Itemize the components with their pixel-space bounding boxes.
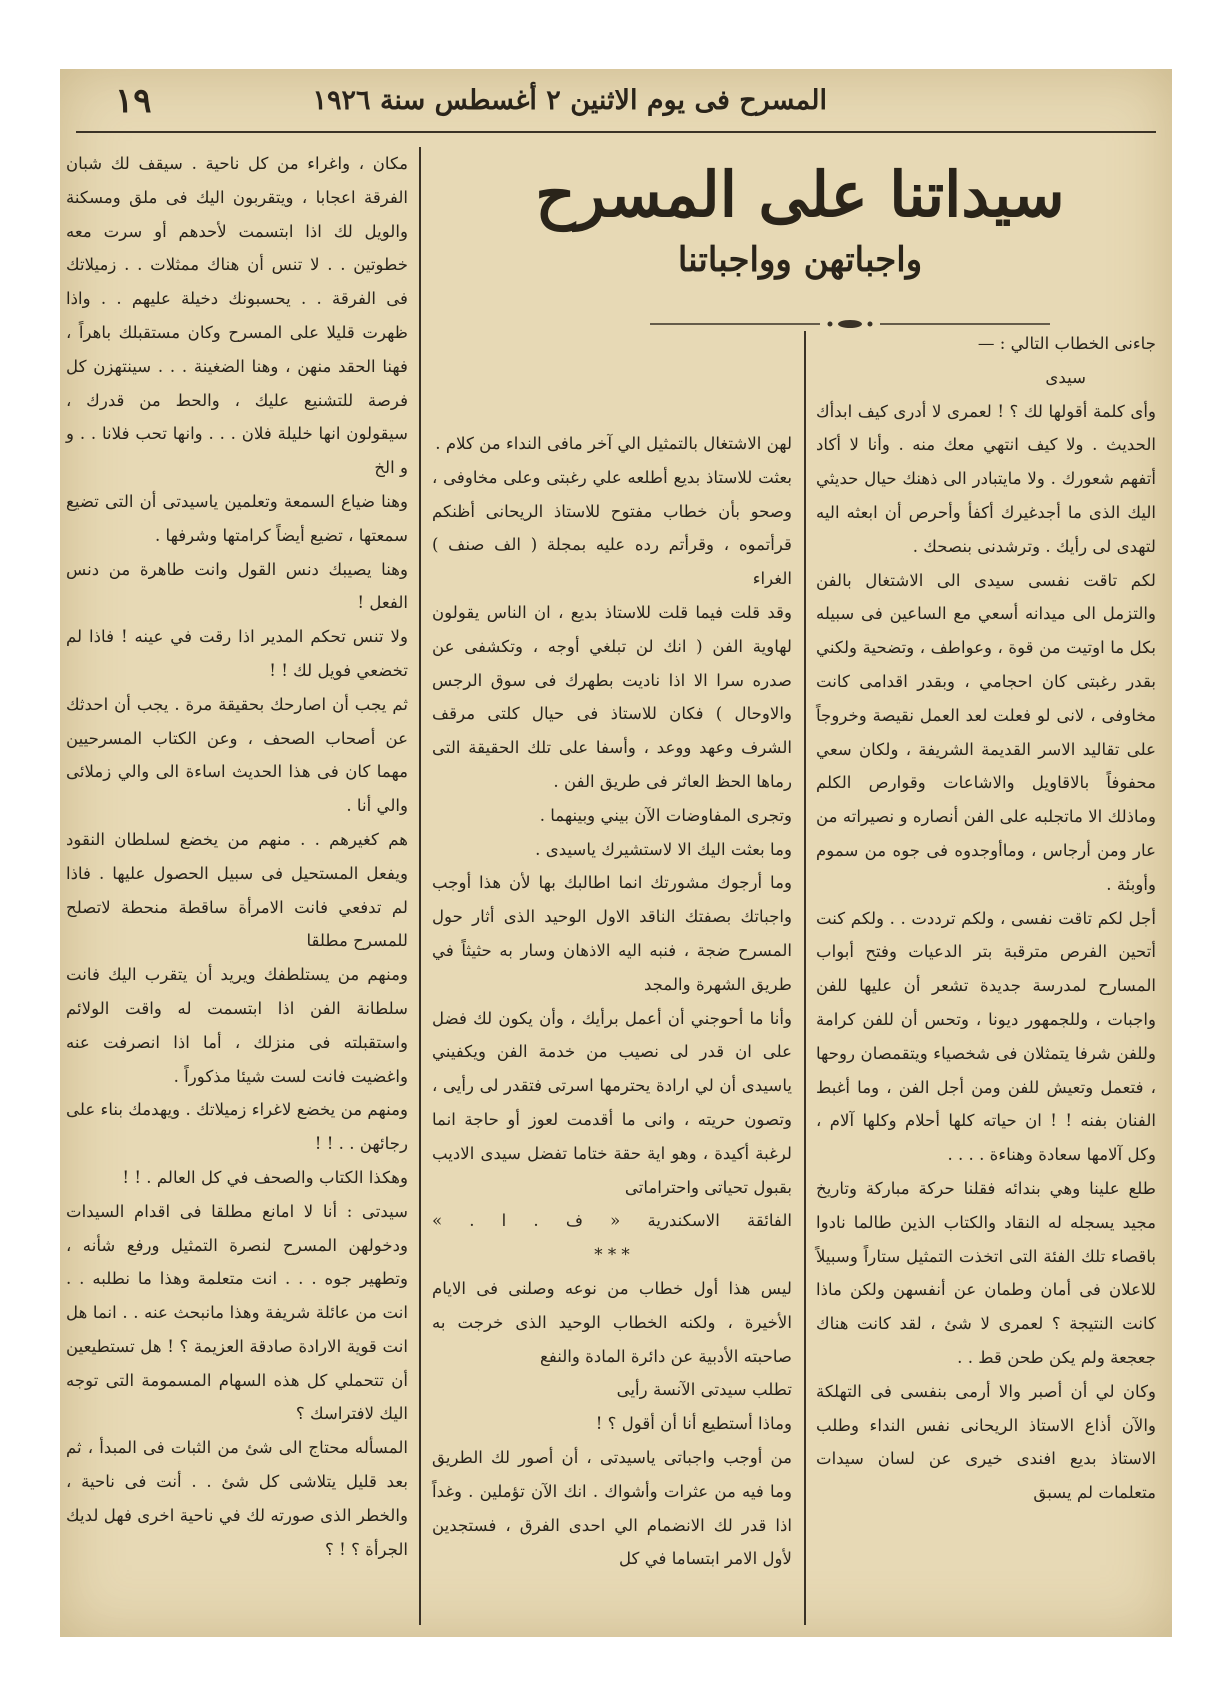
paragraph: لهن الاشتغال بالتمثيل الي آخر مافى النداء من كلام .: [435, 434, 792, 453]
header-title: المسرح فى يوم الاثنين ٢ أغسطس سنة ١٩٢٦: [312, 85, 827, 116]
paragraph: ولا تنس تحكم المدير اذا رقت في عينه ! فاذا لم تخضعي فويل لك ! !: [66, 627, 408, 680]
paragraph: تطلب سيدتى الآنسة رأيى: [616, 1380, 792, 1400]
section-separator: * * *: [594, 1245, 630, 1265]
paragraph: وقد قلت فيما قلت للاستاذ بديع ، ان الناس يقولون لهاوية الفن ( انك لن تبلغي أوجه ، وتكشفى عن صدره سرا الا اذا ناديت بطهرك فى سوق الرجس والاوحال ) فكان للاستاذ فى حيال كلتى مرقف الشرف وعهد ووعد ، وأسفا على تلك الحقيقة التى رماها الحظ العاثر فى طريق الفن .: [432, 602, 792, 791]
paragraph: جاءنى الخطاب التالي : —: [977, 334, 1156, 353]
column-left: [66, 147, 408, 1627]
paragraph: سيدتى : أنا لا امانع مطلقا فى اقدام السيدات ودخولهن المسرح لنصرة التمثيل ورفع شأنه ، وتطهير جوه . . . انت متعلمة وهذا ما نطلبه . . انت من عائلة شريفة وهذا مانبحث عنه . . انما هل انت قوية الارادة صادقة العزيمة ؟ ! هل تستطيعين أن تتحملي كل هذه السهام المسمومة التى توجه اليك لافتراسك ؟: [66, 1201, 408, 1424]
paragraph: سيدى: [1045, 367, 1086, 387]
paragraph: وكان لي أن أصبر والا أرمى بنفسى فى التهلكة والآن أذاع الاستاذ الريحانى نفس النداء وطلب الاستاذ بديع افندى خيرى عن لسان سيدات متعلمات لم يسبق: [816, 1381, 1156, 1503]
paragraph: لكم تاقت نفسى سيدى الى الاشتغال بالفن والتزمل الى ميدانه أسعي مع الساعين فى سبيله بكل ما اوتيت من قوة ، وعواطف ، وتضحية ولكني بقدر رغبتى كان احجامي ، وبقدر اقدامى كانت مخاوفى ، لانى لو فعلت لعد العمل نقيصة وخروجاً على تقاليد الاسر القديمة الشريفة ، ولكان سعي محفوفاً بالاقاويل والاشاعات وقوارص الكلم وماذلك الا ماتجلبه على الفن أنصاره و نصيراته من عار ومن أرجاس ، وماأوجدوه فى جوه من سموم وأوبئة .: [816, 570, 1156, 894]
paragraph: هم كغيرهم . . منهم من يخضع لسلطان النقود ويفعل المستحيل فى سبيل الحصول عليها . فاذا لم تدفعي فانت الامرأة ساقطة منحطة لاتصلح للمسرح مطلقا: [66, 829, 408, 951]
paragraph: وما بعثت اليك الا لاستشيرك ياسيدى .: [535, 839, 792, 859]
paragraph: مكان ، واغراء من كل ناحية . سيقف لك شبان الفرقة اعجابا ، ويتقربون اليك فى ملق ومسكنة والويل لك اذا ابتسمت لأحدهم أو سرت معه خطوتين . . لا تنس أن هناك ممثلات . . زميلاتك فى الفرقة . . يحسبونك دخيلة عليهم . . واذا ظهرت قليلا على المسرح وكان مستقبلك باهراً ، فهنا الحقد منهن ، وهنا الضغينة . . . سينتهزن كل فرصة للتشنيع عليك ، والحط من قدرك ، سيقولون انها خليلة فلان . . . وانها تحب فلانا . . و و الخ: [66, 154, 408, 478]
header-rule: [76, 131, 1156, 133]
paragraph: وأى كلمة أقولها لك ؟ ! لعمرى لا أدرى كيف ابدأك الحديث . ولا كيف انتهي معك منه . وأنا لا أكاد أتفهم شعورك . ولا مايتبادر الى ذهنك حيال حديثي اليك الذى ما أجدغيرك أكفأ وأحرص أن ابعثه اليه لتهدى لى رأيك . وترشدنى بنصحك .: [816, 401, 1156, 556]
page-number: ١٩: [115, 81, 152, 121]
paragraph: وما أرجوك مشورتك انما اطالبك بها لأن هذا أوجب واجباتك بصفتك الناقد الاول الوحيد الذى أثار حول المسرح ضجة ، فنبه اليه الاذهان وسار به حثيثاً في طريق الشهرة والمجد: [432, 873, 792, 994]
column-divider-right: [804, 331, 806, 1625]
paragraph: المسأله محتاج الى شئ من الثبات فى المبدأ ، ثم بعد قليل يتلاشى كل شئ . . أنت فى ناحية ، والخطر الذى صورته لك في ناحية اخرى فهل لديك الجرأة ؟ ! ؟: [66, 1438, 408, 1559]
article-subheadline: واجباتهن وواجباتنا: [677, 240, 923, 280]
paragraph: من أوجب واجباتى ياسيدتى ، أن أصور لك الطريق وما فيه من عثرات وأشواك . انك الآن تؤملين . وغداً اذا قدر لك الانضمام الي احدى الفرق ، فستجدين لأول الامر ابتساما في كل: [432, 1447, 792, 1569]
paragraph: وأنا ما أحوجني أن أعمل برأيك ، وأن يكون لك فضل على ان قدر لى نصيب من خدمة الفن ويكفيني ياسيدى أن لي ارادة يحترمها اسرتى فتقدر لى رأيى ، وتصون حريته ، وانى ما أقدمت لعوز أو حاجة انما لرغبة أكيدة ، وهو اية حقة ختاما تفضل سيدى الاديب بقبول تحياتى واحتراماتى: [432, 1008, 792, 1197]
letter-signature: الفائقة الاسكندرية « ف . ا . »: [432, 1211, 792, 1231]
page-header: [60, 79, 1172, 129]
paragraph: ليس هذا أول خطاب من نوعه وصلنى فى الايام الأخيرة ، ولكنه الخطاب الوحيد الذى خرجت به صاحبته الأدبية عن دائرة المادة والنفع: [432, 1278, 792, 1366]
column-divider-left: [419, 147, 421, 1625]
column-middle: [432, 427, 792, 1627]
paragraph: وهنا يصيبك دنس القول وانت طاهرة من دنس الفعل !: [66, 559, 408, 613]
article-headline: سيداتنا على المسرح: [535, 158, 1065, 231]
paragraph: وهكذا الكتاب والصحف في كل العالم . ! !: [122, 1167, 408, 1187]
paragraph: وتجرى المفاوضات الآن بيني وبينهما .: [539, 805, 792, 825]
paragraph: بعثت للاستاذ بديع أطلعه علي رغبتى وعلى مخاوفى ، وصحو بأن خطاب مفتوح للاستاذ الريحانى أظنكم قرأتموه ، وقرأتم رده عليه بمجلة ( الف صنف ) الغراء: [432, 467, 792, 589]
paragraph: أجل لكم تاقت نفسى ، ولكم ترددت . . ولكم كنت أتحين الفرص مترقبة بتر الدعيات وفتح أبواب المسارح لمدرسة جديدة تشعر أن عليها للفن واجبات ، وللجمهور ديونا ، وتحس أن للفن كرامة وللفن شرفا يتمثلان فى شخصياء ويتقمصان روحها ، فتعمل وتعيش للفن ومن أجل الفن ، وما أغبط الفنان بفنه ! ! ان حياته كلها أحلام وكلها آلام ، وكل آلامها سعادة وهناءة . . . .: [816, 908, 1156, 1165]
paragraph: ومنهم من يستلطفك ويريد أن يتقرب اليك فانت سلطانة الفن اذا ابتسمت له واقت الولائم واستقبلته فى منزلك ، أما اذا انصرفت عنه واغضيت فانت لست شيئا مذكوراً .: [66, 965, 408, 1086]
paragraph: وماذا أستطيع أنا أن أقول ؟ !: [595, 1414, 792, 1434]
article-headline-block: [440, 155, 1160, 283]
column-right: [816, 327, 1156, 1627]
paragraph: وهنا ضياع السمعة وتعلمين ياسيدتى أن التى تضيع سمعتها ، تضيع أيضاً كرامتها وشرفها .: [66, 491, 408, 545]
newspaper-page: [60, 69, 1172, 1637]
paragraph: ومنهم من يخضع لاغراء زميلاتك . ويهدمك بناء على رجائهن . . ! !: [66, 1100, 408, 1154]
paragraph: ثم يجب أن اصارحك بحقيقة مرة . يجب أن احدثك عن أصحاب الصحف ، وعن الكتاب المسرحيين مهما كان فى هذا الحديث اساءة الى والي زملائى والي أنا .: [66, 694, 408, 816]
paragraph: طلع علينا وهي بندائه فقلنا حركة مباركة وتاريخ مجيد يسجله له النقاد والكتاب الذين طالما نادوا باقصاء تلك الفئة التى اتخذت التمثيل ستاراً وسبيلاً للاعلان فى أمان وطمان عن أنفسهن ولكن ماذا كانت النتيجة ؟ لعمرى لا شئ ، لقد كانت هناك جعجعة ولم يكن طحن قط . .: [816, 1178, 1156, 1367]
